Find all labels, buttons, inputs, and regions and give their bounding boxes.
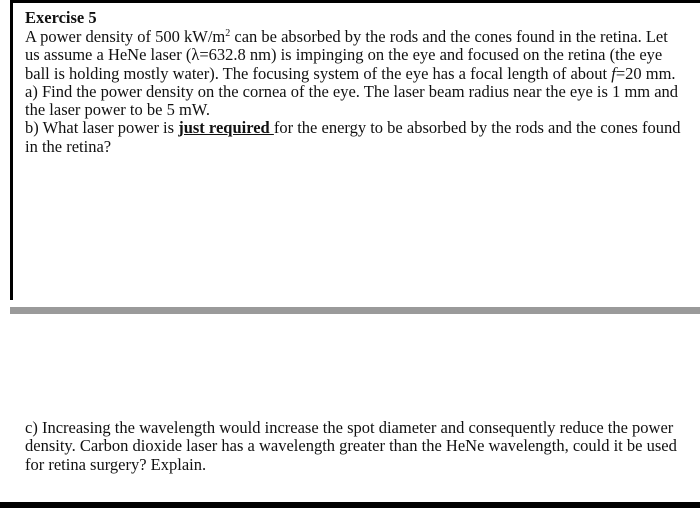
question-b-text-1: b) What laser power is: [25, 118, 179, 138]
focal-length-symbol: f: [611, 63, 616, 83]
intro-text-1: A power density of 500 kW/m: [25, 27, 226, 46]
question-b-emphasis: just required: [178, 118, 274, 138]
bottom-border: [0, 502, 700, 508]
left-border: [10, 0, 13, 300]
question-a: a) Find the power density on the cornea of the eye. The laser beam radius near the eye is 1 mm and the laser power to be 5 mW.: [25, 81, 679, 120]
question-c: c) Increasing the wavelength would increase the spot diameter and consequently reduce the power density. Carbon dioxide laser has a wavelength greater than the HeNe wavelength, could it be used for retina surgery? Explain.: [25, 418, 677, 474]
exponent: 2: [225, 28, 231, 39]
exercise-intro: [25, 28, 685, 83]
section-divider: [10, 307, 700, 314]
exercise-title: Exercise 5: [25, 8, 97, 27]
question-b-text-2: for the energy to be absorbed by the rods and the cones found in the retina?: [25, 118, 681, 156]
intro-text-3: =20 mm.: [615, 63, 676, 83]
exercise-upper-section: [25, 9, 685, 156]
top-border: [10, 0, 700, 3]
intro-text-2: can be absorbed by the rods and the cones found in the retina. Let us assume a HeNe laser (λ=632.8 nm) is impinging on the eye and focused on the retina (the eye ball is holding mostly water). The focusing system of the eye has a focal length of about: [25, 27, 668, 83]
exercise-lower-section: [25, 419, 685, 474]
question-b: [25, 119, 685, 156]
